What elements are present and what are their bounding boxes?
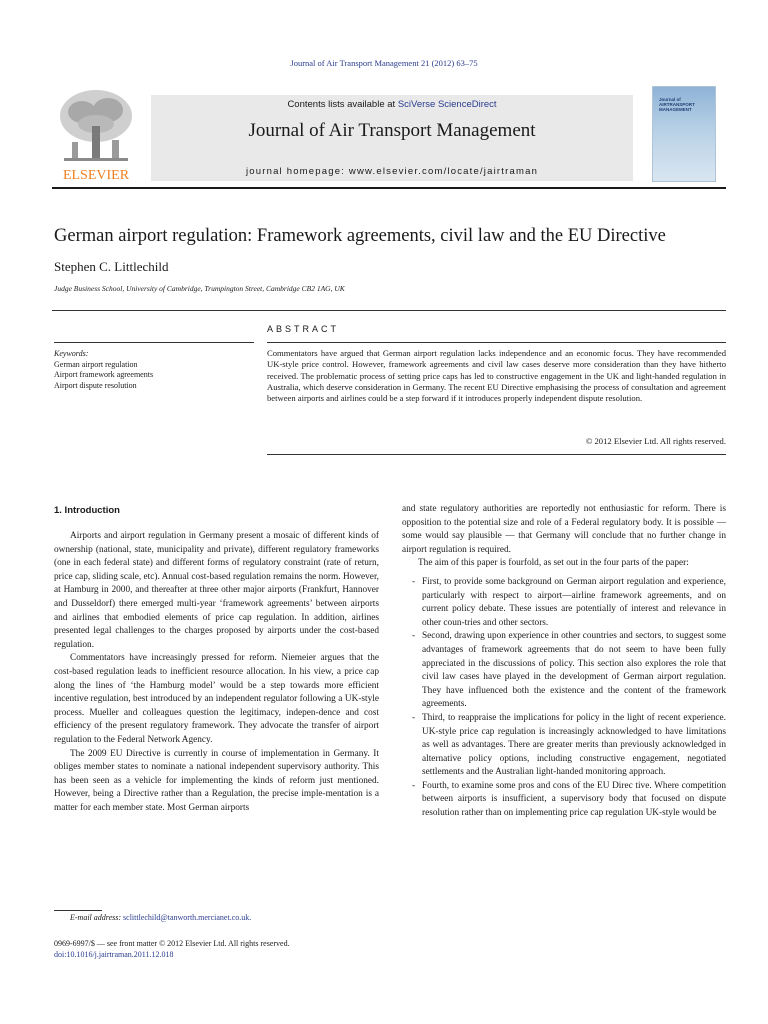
email-link[interactable]: sclittlechild@tanworth.mercianet.co.uk. [123,913,252,922]
keyword: Airport framework agreements [54,370,154,379]
footnote-rule [54,910,102,911]
affiliation: Judge Business School, University of Cambridge, Trumpington Street, Cambridge CB2 1AG, UK [54,284,345,293]
doi-link[interactable]: doi:10.1016/j.jairtraman.2011.12.018 [54,950,174,959]
title-rule [52,310,726,311]
journal-homepage[interactable]: journal homepage: www.elsevier.com/locate/jairtraman [245,166,539,177]
paragraph: and state regulatory authorities are reportedly not enthusiastic for reform. There is opposition to the potential size and role of a Federal regulatory body. It is possible — some would say plausible — that Germany will conclude that no further change in airport regulation is required. [402,504,726,555]
elsevier-logo [52,86,140,182]
keywords-rule [54,342,254,343]
left-column [54,530,379,815]
list-item: - Fourth, to examine some pros and cons of the EU Direc tive. Where competition between airports is insufficient, a supervisory body that focused on dispute resolution rather than on implementing price cap regulation UK-style would be [402,780,726,821]
journal-title: Journal of Air Transport Management [248,120,536,141]
keyword: Airport dispute resolution [54,380,137,390]
paragraph: The aim of this paper is fourfold, as set out in the four parts of the paper: [418,558,689,569]
paragraph: Commentators have increasingly pressed for reform. Niemeier argues that the cost-based regulation leads to inefficient resource allocation. In his view, a price cap along the lines of ‘the Hamburg model’ would be a step towards more efficient incentive regulation, best introduced by an independent regulator following a UK-style process. Mueller and colleagues question the legitimacy, indepen-dence and cost efficiency of the present regulatory framework. They advocate the transfer of airport regulation to the Federal Network Agency. [54,653,379,745]
journal-cover-image [652,86,716,182]
paragraph: Airports and airport regulation in Germany present a mosaic of different kinds of ownership (national, state, municipality and private), different regulatory frameworks (one in each federal state) and different forms of regulatory constraint (rate of return, price cap, sliding scale, etc). Annual cost-based regulation remains the norm. However, at Hamburg in 2000, and thereafter at three other major airports (Frankfurt, Hannover and Dusseldorf) there emerged multi-year ‘framework agreements’ between airports and airlines that embodied elements of price cap regulation. In addition, airlines presented legal challenges to the charges proposed by airports under the cost-based regulation. [54,531,379,650]
email-label: E-mail address: [70,913,122,922]
contents-line [151,99,633,110]
cover-title: Journal of AIRTRANSPORT MANAGEMENT [659,97,695,112]
keywords-label: Keywords: [54,349,89,358]
journal-citation[interactable]: Journal of Air Transport Management 21 (2012) 63–75 [290,58,478,68]
abstract-copyright: © 2012 Elsevier Ltd. All rights reserved. [585,436,726,446]
header-rule [52,187,726,189]
publisher-name: ELSEVIER [62,168,130,182]
author-name: Stephen C. Littlechild [54,259,169,274]
paragraph: The 2009 EU Directive is currently in course of implementation in Germany. It obliges member states to nominate a national independent supervisory authority. This has been seen as a vehicle for implementing the kinds of reform just mentioned. However, being a Directive rather than a Regulation, the precise imple-mentation is a matter for each member state. Most German airports [54,748,379,813]
front-matter [54,938,290,960]
aims-list [402,576,726,821]
tree-icon [52,86,140,182]
list-item: - First, to provide some background on German airport regulation and experience, particularly with respect to airport—airline framework agreements, and on current policy debate. These issues are potentially of interest and relevance in other coun-tries and other sectors. [402,576,726,630]
abstract-rule-bottom [267,454,726,455]
abstract-rule-top [267,342,726,343]
right-column [402,503,726,821]
contents-prefix: Contents lists available at [287,99,396,110]
issn-line: 0969-6997/$ — see front matter © 2012 Elsevier Ltd. All rights reserved. [54,939,290,948]
section-heading: 1. Introduction [54,505,120,516]
list-item: - Second, drawing upon experience in other countries and sectors, to suggest some advantages of framework agreements that do not seem to have been fully appreciated in the discussions of policy. This section also explores the role that civil law cases have played in the development of German airport regulation. They have influenced both the existence and the content of the framework agreements. [402,630,726,712]
abstract-text: Commentators have argued that German airport regulation lacks independence and an economic focus. They have recommended UK-style price control. However, framework agreements and civil law cases deserve more consideration than they have hitherto received. The problematic process of setting price caps has led to constructive engagement in the UK and light-handed regulation in Australia, which deserve consideration in Germany. The recent EU Directive emphasising the process of consultation and agreement between airports and airlines could be a step forward if it introduces properly independent dispute resolution. [267,348,726,404]
keywords-block [54,349,153,391]
abstract-heading: ABSTRACT [267,324,340,334]
footnote-email [54,913,251,922]
article-title: German airport regulation: Framework agreements, civil law and the EU Directive [54,226,666,246]
sciencedirect-link[interactable]: SciVerse ScienceDirect [397,99,497,110]
keyword: German airport regulation [54,359,138,369]
list-item: - Third, to reappraise the implications for policy in the light of recent experience. UK-style price cap regulation is increasingly acknowledged to have limitations as well as advantages. There are greater merits than previously acknowledged in alternative policy options, including constructive engagement, negotiated settlements and the Australian light-handed monitoring approach. [402,712,726,780]
